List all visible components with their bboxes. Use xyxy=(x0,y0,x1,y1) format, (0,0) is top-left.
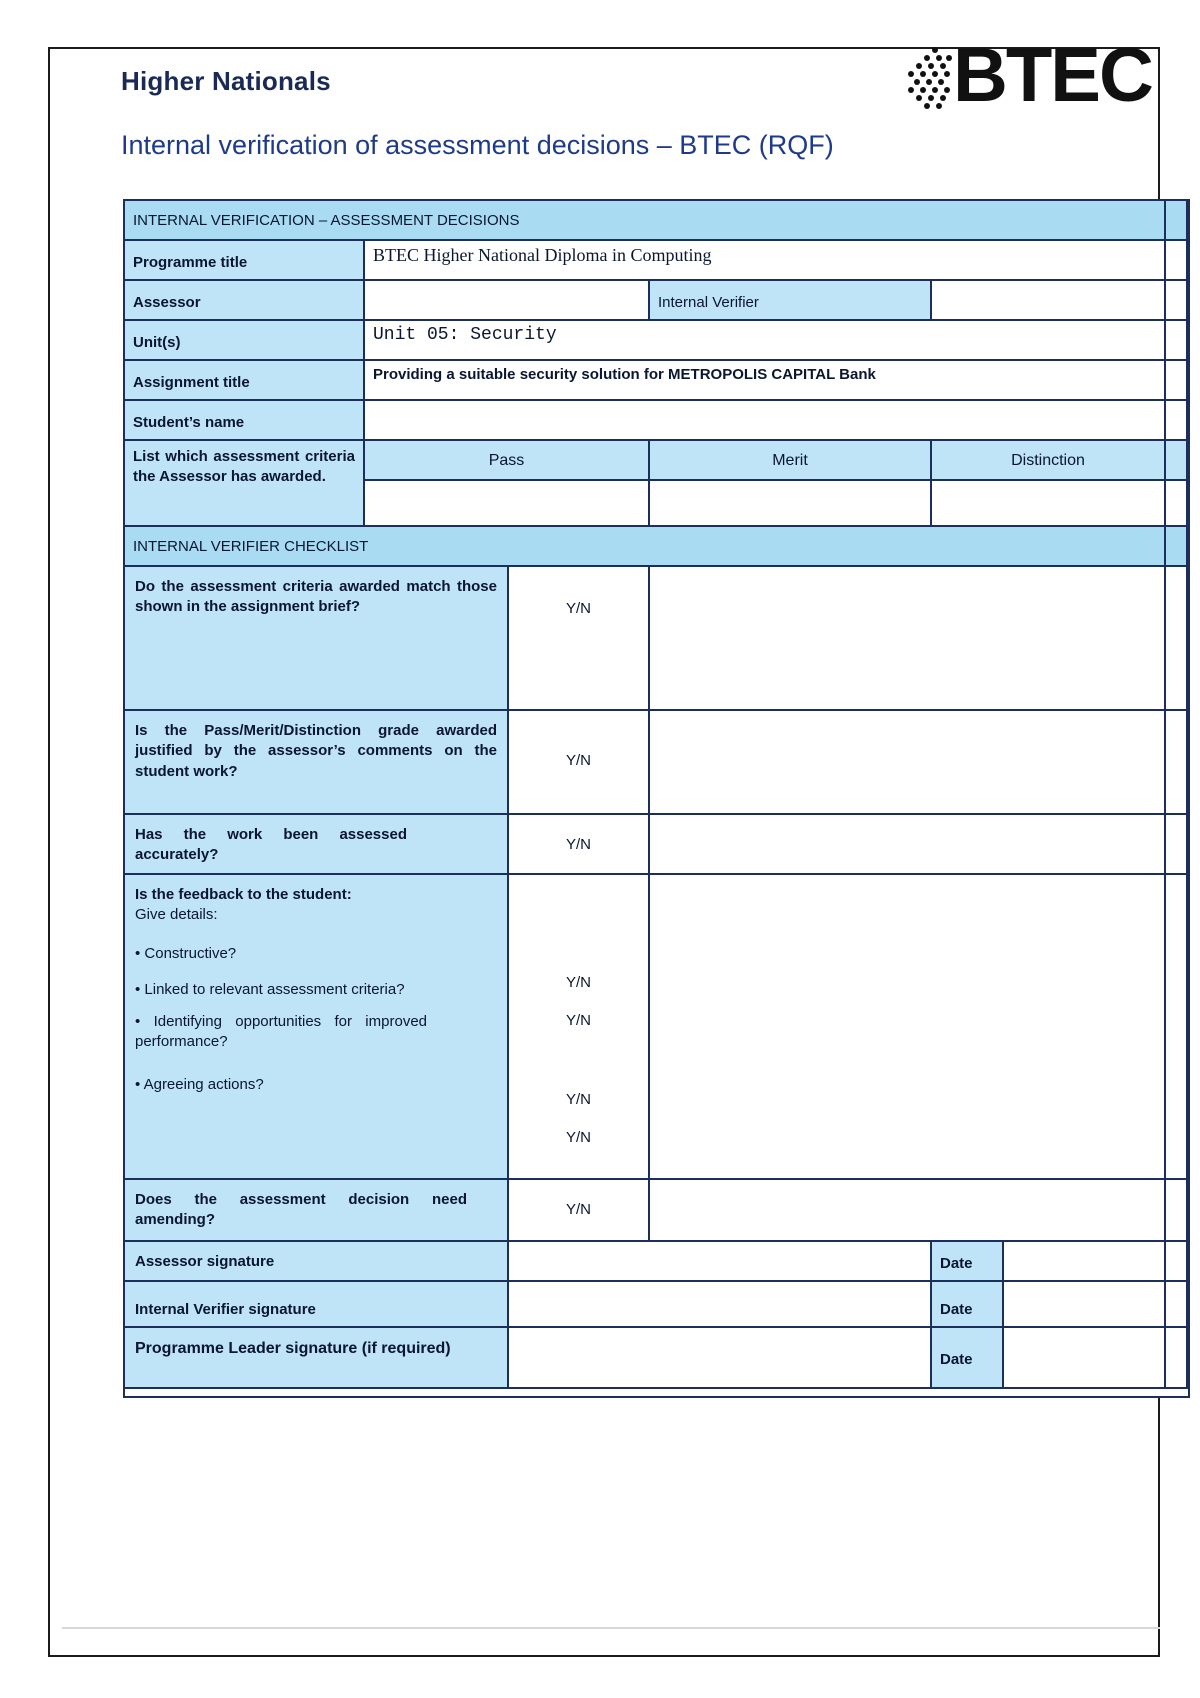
yn-feedback-group xyxy=(509,875,650,1180)
assessor-label: Assessor xyxy=(125,281,365,321)
footer-divider xyxy=(62,1627,1160,1629)
feedback-item-linked: • Linked to relevant assessment criteria? xyxy=(135,980,405,998)
logo-dots-icon xyxy=(905,46,959,114)
criteria-label: List which assessment criteria the Assessor has awarded. xyxy=(125,441,365,527)
comment-grade-justified[interactable] xyxy=(650,711,1166,815)
edge-cell xyxy=(1166,1180,1188,1242)
assessor-date-field[interactable] xyxy=(1004,1242,1166,1282)
programme-title-field[interactable]: BTEC Higher National Diploma in Computing xyxy=(365,241,1166,281)
internal-verifier-label: Internal Verifier xyxy=(650,281,932,321)
pl-signature-field[interactable] xyxy=(509,1328,932,1389)
yn-assessed-accurately[interactable]: Y/N xyxy=(509,815,650,875)
pl-date-field[interactable] xyxy=(1004,1328,1166,1389)
edge-cell xyxy=(1166,711,1188,815)
programme-title-label: Programme title xyxy=(125,241,365,281)
edge-cell xyxy=(1166,281,1188,321)
assessor-date-label: Date xyxy=(932,1242,1004,1282)
comment-feedback[interactable] xyxy=(650,875,1166,1180)
iv-date-field[interactable] xyxy=(1004,1282,1166,1328)
verification-form xyxy=(123,199,1190,1398)
yn-grade-justified[interactable]: Y/N xyxy=(509,711,650,815)
iv-signature-label: Internal Verifier signature xyxy=(125,1282,509,1328)
edge-cell xyxy=(1166,241,1188,281)
section-header-assessment: INTERNAL VERIFICATION – ASSESSMENT DECISIONS xyxy=(125,201,1166,241)
assessor-signature-label: Assessor signature xyxy=(125,1242,509,1282)
student-name-field[interactable] xyxy=(365,401,1166,441)
edge-cell xyxy=(1166,567,1188,711)
edge-cell xyxy=(1166,201,1188,241)
edge-cell xyxy=(1166,481,1188,527)
pass-criteria-field[interactable] xyxy=(365,481,650,527)
question-decision-amend: Does the assessment decision need amending? xyxy=(125,1180,509,1242)
iv-date-label: Date xyxy=(932,1282,1004,1328)
merit-header: Merit xyxy=(650,441,932,481)
yn-opportunities[interactable]: Y/N xyxy=(565,1090,591,1108)
units-label: Unit(s) xyxy=(125,321,365,361)
brand-title: Higher Nationals xyxy=(121,66,331,96)
assessor-field[interactable] xyxy=(365,281,650,321)
units-field[interactable]: Unit 05: Security xyxy=(365,321,1166,361)
feedback-item-opportunities: • Identifying opportunities for improved performance? xyxy=(135,1013,427,1051)
assignment-title-label: Assignment title xyxy=(125,361,365,401)
edge-cell xyxy=(1166,361,1188,401)
distinction-criteria-field[interactable] xyxy=(932,481,1166,527)
btec-logo xyxy=(905,33,1152,120)
feedback-item-constructive: • Constructive? xyxy=(135,944,237,962)
edge-cell xyxy=(1166,1282,1188,1328)
question-feedback xyxy=(125,875,509,1180)
edge-cell xyxy=(1166,875,1188,1180)
assessor-signature-field[interactable] xyxy=(509,1242,932,1282)
question-assessed-accurately: Has the work been assessed accurately? xyxy=(125,815,509,875)
feedback-heading: Is the feedback to the student: xyxy=(135,886,352,903)
pass-header: Pass xyxy=(365,441,650,481)
yn-decision-amend[interactable]: Y/N xyxy=(509,1180,650,1242)
distinction-header: Distinction xyxy=(932,441,1166,481)
pl-signature-label: Programme Leader signature (if required) xyxy=(125,1328,509,1389)
comment-assessed-accurately[interactable] xyxy=(650,815,1166,875)
internal-verifier-field[interactable] xyxy=(932,281,1166,321)
section-header-checklist: INTERNAL VERIFIER CHECKLIST xyxy=(125,527,1166,567)
student-name-label: Student’s name xyxy=(125,401,365,441)
yn-constructive[interactable]: Y/N xyxy=(565,974,591,991)
edge-cell xyxy=(1166,441,1188,481)
feedback-give-details: Give details: xyxy=(135,906,218,924)
question-criteria-match: Do the assessment criteria awarded match those shown in the assignment brief? xyxy=(125,567,509,711)
edge-cell xyxy=(1166,1328,1188,1389)
edge-cell xyxy=(1166,321,1188,361)
comment-decision-amend[interactable] xyxy=(650,1180,1166,1242)
yn-criteria-match[interactable]: Y/N xyxy=(509,567,650,711)
edge-cell xyxy=(1166,815,1188,875)
assignment-title-field[interactable]: Providing a suitable security solution for METROPOLIS CAPITAL Bank xyxy=(365,361,1166,401)
pl-date-label: Date xyxy=(932,1328,1004,1389)
edge-cell xyxy=(1166,527,1188,567)
document-title: Internal verification of assessment decisions – BTEC (RQF) xyxy=(121,130,834,160)
edge-cell xyxy=(1166,401,1188,441)
yn-linked[interactable]: Y/N xyxy=(565,1012,591,1030)
iv-signature-field[interactable] xyxy=(509,1282,932,1328)
comment-criteria-match[interactable] xyxy=(650,567,1166,711)
merit-criteria-field[interactable] xyxy=(650,481,932,527)
yn-actions[interactable]: Y/N xyxy=(565,1128,591,1146)
logo-text: BTEC xyxy=(953,33,1152,118)
question-grade-justified: Is the Pass/Merit/Distinction grade awarded justified by the assessor’s comments on the student work? xyxy=(125,711,509,815)
edge-cell xyxy=(1166,1242,1188,1282)
feedback-item-actions: • Agreeing actions? xyxy=(135,1075,264,1093)
